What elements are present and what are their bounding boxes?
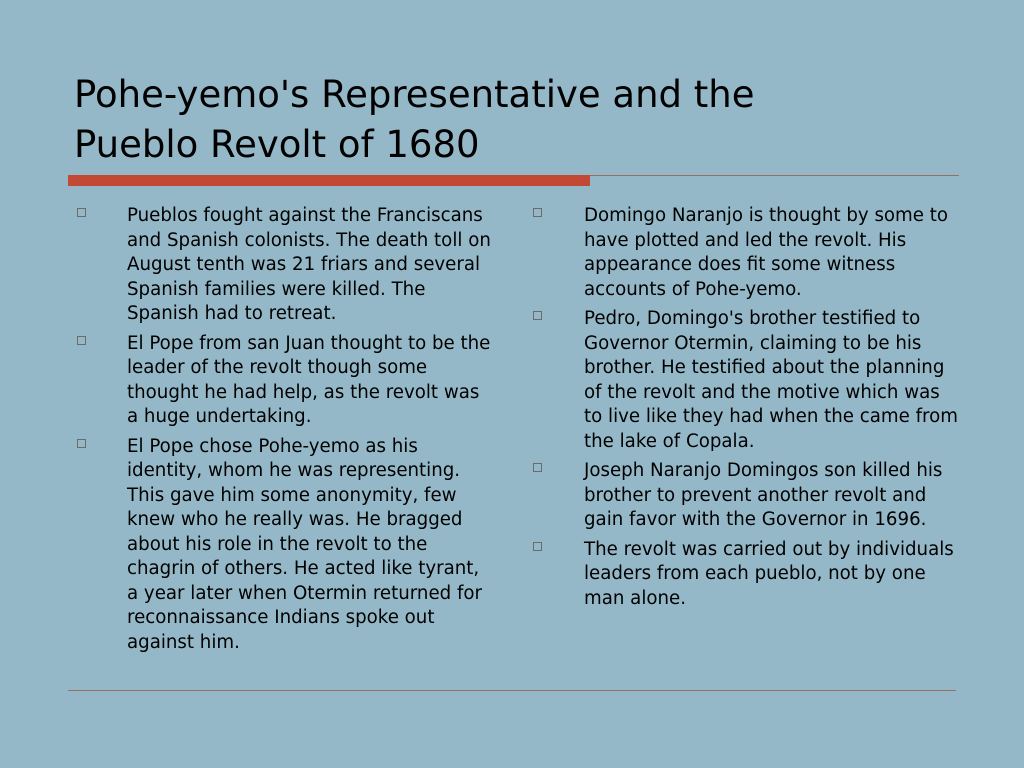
bullet-item xyxy=(74,435,494,656)
square-bullet-icon xyxy=(533,542,542,551)
bullet-text: Joseph Naranjo Domingos son killed his brother to prevent another revolt and gain favor with the Governor in 1696. xyxy=(584,460,943,530)
bullet-text: Pueblos fought against the Franciscans and Spanish colonists. The death toll on August tenth was 21 friars and several Spanish families were killed. The Spanish had to retreat. xyxy=(127,205,491,324)
bullet-text: Pedro, Domingo's brother testified to Governor Otermin, claiming to be his brother. He testified about the planning of the revolt and the motive which was to live like they had when the came from the lake of Copala. xyxy=(584,308,958,452)
right-bullet-list xyxy=(530,204,960,616)
left-bullet-list xyxy=(74,204,494,660)
square-bullet-icon xyxy=(533,463,542,472)
bullet-item xyxy=(530,204,960,302)
square-bullet-icon xyxy=(533,311,542,320)
bullet-text: The revolt was carried out by individuals leaders from each pueblo, not by one man alone. xyxy=(584,538,954,609)
square-bullet-icon xyxy=(77,439,86,448)
title-divider-line xyxy=(590,175,959,176)
bottom-divider-line xyxy=(68,690,956,691)
bullet-text: Domingo Naranjo is thought by some to have plotted and led the revolt. His appearance does fit some witness accounts of Pohe-yemo. xyxy=(584,205,948,300)
title-accent-bar xyxy=(68,175,590,186)
title-line-2: Pueblo Revolt of 1680 xyxy=(74,123,480,166)
bullet-item xyxy=(74,332,494,430)
square-bullet-icon xyxy=(77,208,86,217)
title-line-1: Pohe-yemo's Representative and the xyxy=(74,73,755,116)
slide-title xyxy=(74,70,954,170)
bullet-item xyxy=(530,307,960,454)
bullet-text: El Pope chose Pohe-yemo as his identity, whom he was representing. This gave him some anonymity, few knew who he really was. He bragged about his role in the revolt to the chagrin of others. He acted like tyrant, a year later when Otermin returned for reconnaissance Indians spoke out against him. xyxy=(127,435,482,653)
bullet-item xyxy=(530,538,960,612)
bullet-item xyxy=(74,204,494,327)
square-bullet-icon xyxy=(533,208,542,217)
bullet-text: El Pope from san Juan thought to be the leader of the revolt though some thought he had help, as the revolt was a huge undertaking. xyxy=(127,332,491,427)
bullet-item xyxy=(530,459,960,533)
square-bullet-icon xyxy=(77,336,86,345)
